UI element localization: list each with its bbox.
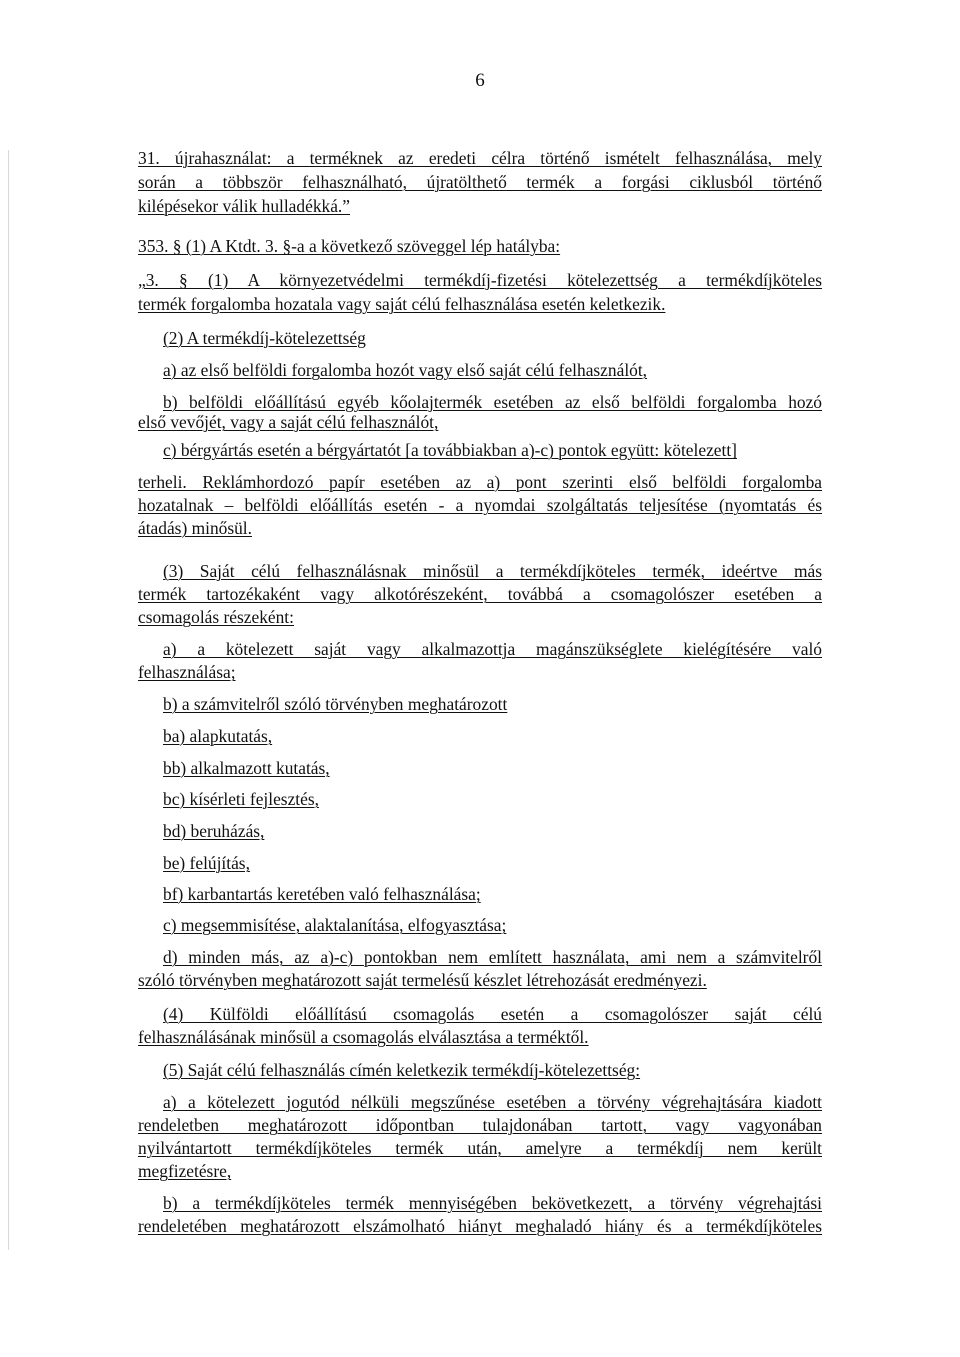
text-line: rendeletben meghatározott időpontban tulajdonában tartott, vagy vagyonában (138, 1115, 822, 1135)
text-line: (4) Külföldi előállítású csomagolás esetén a csomagolószer saját célú (163, 1004, 822, 1024)
text-line: „3. § (1) A környezetvédelmi termékdíj-fizetési kötelezettség a termékdíjköteles (138, 270, 822, 290)
text-line: bb) alkalmazott kutatás, (163, 758, 330, 778)
text-line: első vevőjét, vagy a saját célú felhasználót, (138, 412, 439, 432)
text-line: hozatalnak – belföldi előállítás esetén - a nyomdai szolgáltatás teljesítése (nyomtatás és (138, 495, 822, 515)
text-line: a) a kötelezett saját vagy alkalmazottja magánszükséglete kielégítésére való (163, 639, 822, 659)
text-line: során a többször felhasználható, újratölthető termék a forgási ciklusból történő (138, 172, 822, 192)
text-line: átadás) minősül. (138, 518, 252, 538)
text-line: c) megsemmisítése, alaktalanítása, elfogyasztása; (163, 915, 507, 935)
text-line: b) a termékdíjköteles termék mennyiségében bekövetkezett, a törvény végrehajtási (163, 1193, 822, 1213)
text-line: b) belföldi előállítású egyéb kőolajtermék esetében az első belföldi forgalomba hozó (163, 392, 822, 412)
text-line: d) minden más, az a)-c) pontokban nem említett használata, ami nem a számvitelről (163, 947, 822, 967)
text-line: termék tartozékaként vagy alkotórészeként, továbbá a csomagolószer esetében a (138, 584, 822, 604)
text-line: nyilvántartott termékdíjköteles termék után, amelyre a termékdíj nem került (138, 1138, 822, 1158)
text-line: 31. újrahasználat: a terméknek az eredeti célra történő ismételt felhasználása, mely (138, 148, 822, 168)
text-line: bd) beruházás, (163, 821, 265, 841)
text-line: bc) kísérleti fejlesztés, (163, 789, 319, 809)
text-line: termék forgalomba hozatala vagy saját célú felhasználása esetén keletkezik. (138, 294, 666, 314)
page-number: 6 (475, 70, 485, 91)
text-line: bf) karbantartás keretében való felhasználása; (163, 884, 481, 904)
text-line: kilépésekor válik hulladékká.” (138, 196, 350, 216)
text-line: rendeletében meghatározott elszámolható hiányt meghaladó hiány és a termékdíjköteles (138, 1216, 822, 1236)
text-line: terheli. Reklámhordozó papír esetében az a) pont szerinti első belföldi forgalomba (138, 472, 822, 492)
text-line: (2) A termékdíj-kötelezettség (163, 328, 366, 348)
text-line: b) a számvitelről szóló törvényben meghatározott (163, 694, 508, 714)
text-line: (3) Saját célú felhasználásnak minősül a termékdíjköteles termék, ideértve más (163, 561, 822, 581)
text-line: megfizetésre, (138, 1161, 232, 1181)
text-line: 353. § (1) A Ktdt. 3. §-a a következő szöveggel lép hatályba: (138, 236, 561, 256)
text-line: a) az első belföldi forgalomba hozót vagy első saját célú felhasználót, (163, 360, 648, 380)
text-line: csomagolás részeként: (138, 607, 294, 627)
text-line: a) a kötelezett jogutód nélküli megszűnése esetében a törvény végrehajtására kiadott (163, 1092, 822, 1112)
text-line: felhasználásának minősül a csomagolás elválasztása a terméktől. (138, 1027, 589, 1047)
text-line: felhasználása; (138, 662, 236, 682)
text-line: ba) alapkutatás, (163, 726, 273, 746)
text-line: szóló törvényben meghatározott saját termelésű készlet létrehozását eredményezi. (138, 970, 707, 990)
text-line: c) bérgyártás esetén a bérgyártatót [a továbbiakban a)-c) pontok együtt: kötelezett] (163, 440, 737, 460)
text-line: be) felújítás, (163, 853, 250, 873)
text-line: (5) Saját célú felhasználás címén keletkezik termékdíj-kötelezettség: (163, 1060, 641, 1080)
